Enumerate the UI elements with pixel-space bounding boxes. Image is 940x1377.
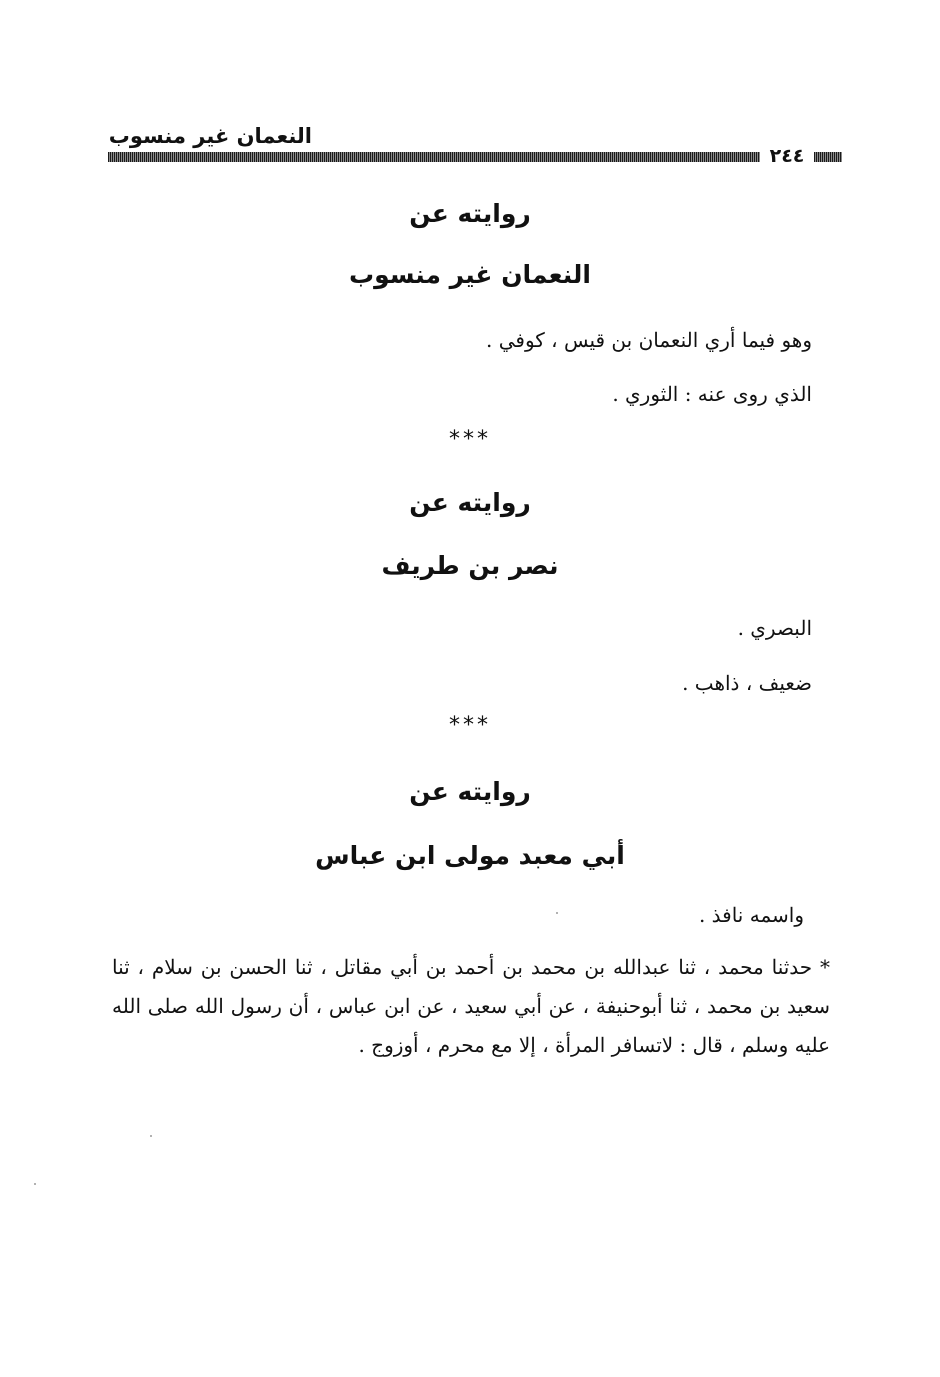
body-line: وهو فيما أري النعمان بن قيس ، كوفي . <box>486 328 812 352</box>
page-number: ٢٤٤ <box>769 145 805 167</box>
section-heading-name: النعمان غير منسوب <box>349 260 591 289</box>
body-line: ضعيف ، ذاهب . <box>682 671 812 695</box>
header-rule <box>108 152 760 162</box>
section-heading-name: نصر بن طريف <box>381 551 559 580</box>
body-line: واسمه نافذ . <box>698 903 804 927</box>
section-heading-name: أبي معبد مولى ابن عباس <box>315 841 625 870</box>
scan-speck <box>150 1135 152 1137</box>
section-heading: روايته عن <box>409 199 531 228</box>
section-heading: روايته عن <box>409 777 531 806</box>
body-line: الذي روى عنه : الثوري . <box>612 382 812 406</box>
section-separator: *** <box>449 427 491 452</box>
running-header-title: النعمان غير منسوب <box>108 124 312 148</box>
scan-speck <box>34 1183 36 1185</box>
scan-speck <box>556 912 558 914</box>
body-line: البصري . <box>737 616 812 640</box>
section-heading: روايته عن <box>409 488 531 517</box>
section-separator: *** <box>449 713 491 738</box>
header-rule-end <box>814 152 842 162</box>
hadith-paragraph: * حدثنا محمد ، ثنا عبدالله بن محمد بن أحمد بن أبي مقاتل ، ثنا الحسن بن سلام ، ثنا سعيد بن محمد ، ثنا أبوحنيفة ، عن أبي سعيد ، عن ابن عباس ، أن رسول الله صلى الله عليه وسلم ، قال : لاتسافر المرأة ، إلا مع محرم ، أوزوج . <box>112 955 830 1057</box>
